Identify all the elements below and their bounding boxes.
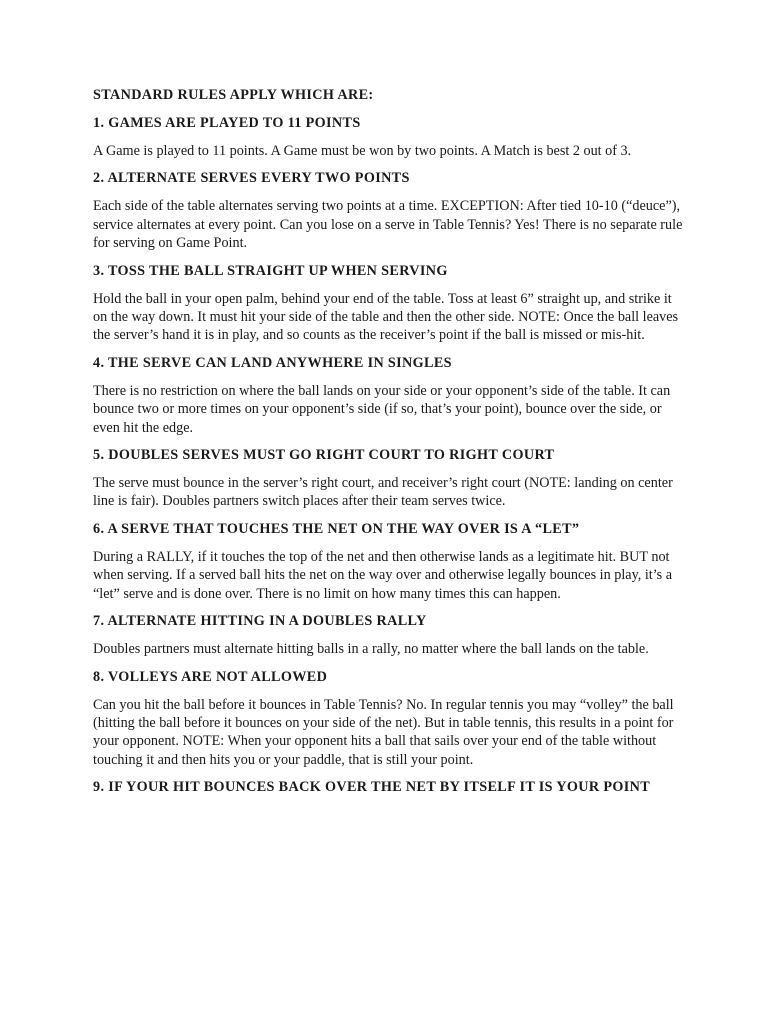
- rule-1: [93, 114, 683, 169]
- rule-5: [93, 446, 683, 520]
- rule-text: Doubles partners must alternate hitting balls in a rally, no matter where the ball lands on the table.: [93, 641, 649, 658]
- rule-heading: 6. A SERVE THAT TOUCHES THE NET ON THE WAY OVER IS A “LET”: [93, 520, 580, 537]
- rule-7: [93, 612, 683, 667]
- rule-6: [93, 520, 683, 612]
- rule-text: Can you hit the ball before it bounces in Table Tennis? No. In regular tennis you may “volley” the ball (hitting the ball before it bounces on your side of the net). But in table tennis, this results in a point for your opponent. NOTE: When your opponent hits a ball that sails over your end of the table without touching it and then hits you or your paddle, that is still your point.: [93, 696, 674, 768]
- rule-text: The serve must bounce in the server’s right court, and receiver’s right court (NOTE: landing on center line is fair). Doubles partners switch places after their team serves twice.: [93, 475, 673, 510]
- rule-9: [93, 778, 683, 796]
- rule-2: [93, 169, 683, 261]
- rule-text: There is no restriction on where the ball lands on your side or your opponent’s side of the table. It can bounce two or more times on your opponent’s side (if so, that’s your point), bounce over the side, or even hit the edge.: [93, 382, 671, 436]
- rule-heading: 1. GAMES ARE PLAYED TO 11 POINTS: [93, 115, 361, 131]
- rule-3: [93, 262, 683, 354]
- rule-text: During a RALLY, if it touches the top of the net and then otherwise lands as a legitimate hit. BUT not when serving. If a served ball hits the net on the way over and otherwise legally bounces in play, it’s a “let” serve and is done over. There is no limit on how many times this can happen.: [93, 548, 673, 602]
- rule-heading: 2. ALTERNATE SERVES EVERY TWO POINTS: [93, 170, 410, 187]
- rule-text: Hold the ball in your open palm, behind your end of the table. Toss at least 6” straight up, and strike it on the way down. It must hit your side of the table and then the other side. NOTE: Once the ball leaves the server’s hand it is in play, and so counts as the receiver’s point if the ball is missed or mis-hit.: [93, 290, 679, 344]
- intro-heading: STANDARD RULES APPLY WHICH ARE:: [93, 87, 374, 103]
- rule-text: A Game is played to 11 points. A Game must be won by two points. A Match is best 2 out of 3.: [93, 143, 632, 159]
- rule-heading: 7. ALTERNATE HITTING IN A DOUBLES RALLY: [93, 613, 427, 630]
- rule-heading: 8. VOLLEYS ARE NOT ALLOWED: [93, 668, 328, 685]
- rule-text: Each side of the table alternates serving two points at a time. EXCEPTION: After tied 10-10 (“deuce”), service alternates at every point. Can you lose on a serve in Table Tennis? Yes! There is no separate rule for serving on Game Point.: [93, 198, 683, 252]
- rule-heading: 9. IF YOUR HIT BOUNCES BACK OVER THE NET BY ITSELF IT IS YOUR POINT: [93, 779, 651, 796]
- rule-8: [93, 668, 683, 779]
- rule-4: [93, 354, 683, 446]
- document-page: [93, 86, 683, 796]
- rule-heading: 5. DOUBLES SERVES MUST GO RIGHT COURT TO RIGHT COURT: [93, 447, 555, 464]
- rule-heading: 4. THE SERVE CAN LAND ANYWHERE IN SINGLES: [93, 354, 452, 371]
- rule-heading: 3. TOSS THE BALL STRAIGHT UP WHEN SERVING: [93, 262, 448, 279]
